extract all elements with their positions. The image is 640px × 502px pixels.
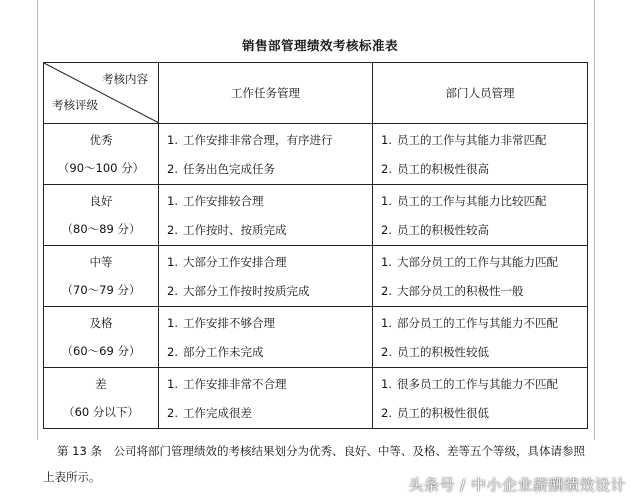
item-text: 工作完成很差	[183, 405, 252, 420]
item-number: 2.	[167, 405, 178, 420]
item-text: 员工的积极性较高	[397, 222, 489, 237]
staff-item	[381, 315, 587, 331]
item-number: 1.	[167, 193, 178, 208]
item-text: 大部分员工的工作与其能力匹配	[397, 254, 558, 269]
task-cell	[159, 185, 373, 246]
grade-range: （60 分以下）	[63, 405, 139, 419]
task-cell	[159, 368, 373, 429]
corner-label-content: 考核内容	[102, 72, 148, 86]
staff-item	[381, 193, 587, 209]
staff-cell	[373, 307, 588, 368]
staff-item	[381, 283, 587, 299]
table-row	[44, 185, 588, 246]
watermark: 头条号 / 中小企业薪酬绩效设计	[408, 476, 626, 494]
page-border-left	[37, 0, 38, 440]
table-row	[44, 124, 588, 185]
table-header-row	[44, 63, 588, 124]
grade-name: 差	[95, 377, 107, 391]
table-row	[44, 307, 588, 368]
item-text: 工作安排较合理	[183, 193, 264, 208]
staff-cell	[373, 185, 588, 246]
staff-item	[381, 344, 587, 360]
item-text: 工作安排非常不合理	[183, 376, 287, 391]
item-text: 员工的积极性很高	[397, 161, 489, 176]
grade-range: （90～100 分）	[57, 161, 145, 175]
task-item	[167, 283, 372, 299]
grade-cell	[44, 185, 159, 246]
item-number: 1.	[167, 315, 178, 330]
item-number: 2.	[167, 283, 178, 298]
task-item	[167, 315, 372, 331]
item-text: 工作按时、按质完成	[183, 222, 287, 237]
corner-label-grade: 考核评级	[52, 98, 98, 112]
grade-cell	[44, 368, 159, 429]
item-text: 部分员工的工作与其能力不匹配	[397, 315, 558, 330]
item-number: 1.	[167, 376, 178, 391]
task-item	[167, 161, 372, 177]
staff-item	[381, 254, 587, 270]
document-title: 销售部管理绩效考核标准表	[241, 38, 398, 53]
grade-range: （70～79 分）	[61, 283, 141, 297]
evaluation-table	[43, 62, 588, 429]
item-text: 很多员工的工作与其能力不匹配	[397, 376, 558, 391]
task-cell	[159, 307, 373, 368]
item-text: 任务出色完成任务	[183, 161, 275, 176]
task-cell	[159, 246, 373, 307]
item-text: 员工的积极性较低	[397, 344, 489, 359]
staff-item	[381, 376, 587, 392]
item-text: 部分工作未完成	[183, 344, 264, 359]
item-number: 1.	[381, 254, 392, 269]
task-item	[167, 193, 372, 209]
table-row	[44, 246, 588, 307]
task-item	[167, 254, 372, 270]
grade-name: 优秀	[89, 133, 113, 147]
task-cell	[159, 124, 373, 185]
staff-item	[381, 161, 587, 177]
staff-item	[381, 405, 587, 421]
item-number: 1.	[381, 376, 392, 391]
grade-name: 及格	[89, 316, 113, 330]
item-number: 1.	[167, 254, 178, 269]
staff-item	[381, 132, 587, 148]
item-number: 2.	[381, 222, 392, 237]
table-row	[44, 368, 588, 429]
item-text: 工作安排非常合理，有序进行	[183, 132, 333, 147]
item-number: 2.	[381, 283, 392, 298]
item-text: 员工的工作与其能力非常匹配	[397, 132, 547, 147]
grade-name: 中等	[89, 255, 113, 269]
grade-range: （60～69 分）	[61, 344, 141, 358]
grade-name: 良好	[89, 194, 113, 208]
column-header-staff: 部门人员管理	[373, 63, 588, 124]
item-number: 2.	[167, 161, 178, 176]
item-text: 员工的工作与其能力比较匹配	[397, 193, 547, 208]
item-number: 2.	[167, 344, 178, 359]
item-text: 员工的积极性很低	[397, 405, 489, 420]
staff-cell	[373, 368, 588, 429]
item-text: 大部分员工的积极性一般	[397, 283, 524, 298]
task-item	[167, 405, 372, 421]
staff-item	[381, 222, 587, 238]
item-number: 2.	[381, 344, 392, 359]
item-text: 大部分工作按时按质完成	[183, 283, 310, 298]
grade-cell	[44, 246, 159, 307]
item-number: 1.	[381, 315, 392, 330]
item-number: 2.	[167, 222, 178, 237]
task-item	[167, 132, 372, 148]
page-border-right	[594, 0, 595, 440]
item-number: 2.	[381, 405, 392, 420]
staff-cell	[373, 246, 588, 307]
task-item	[167, 344, 372, 360]
grade-cell	[44, 124, 159, 185]
item-number: 1.	[167, 132, 178, 147]
article-note: 第 13 条 公司将部门管理绩效的考核结果划分为优秀、良好、中等、及格、差等五个等级，具体请参照上表所示。	[43, 444, 585, 484]
item-number: 1.	[381, 193, 392, 208]
item-number: 1.	[381, 132, 392, 147]
grade-range: （80～89 分）	[61, 222, 141, 236]
item-text: 大部分工作安排合理	[183, 254, 287, 269]
column-header-task: 工作任务管理	[159, 63, 373, 124]
item-number: 2.	[381, 161, 392, 176]
item-text: 工作安排不够合理	[183, 315, 275, 330]
diagonal-header-cell	[44, 63, 159, 124]
task-item	[167, 376, 372, 392]
task-item	[167, 222, 372, 238]
grade-cell	[44, 307, 159, 368]
staff-cell	[373, 124, 588, 185]
